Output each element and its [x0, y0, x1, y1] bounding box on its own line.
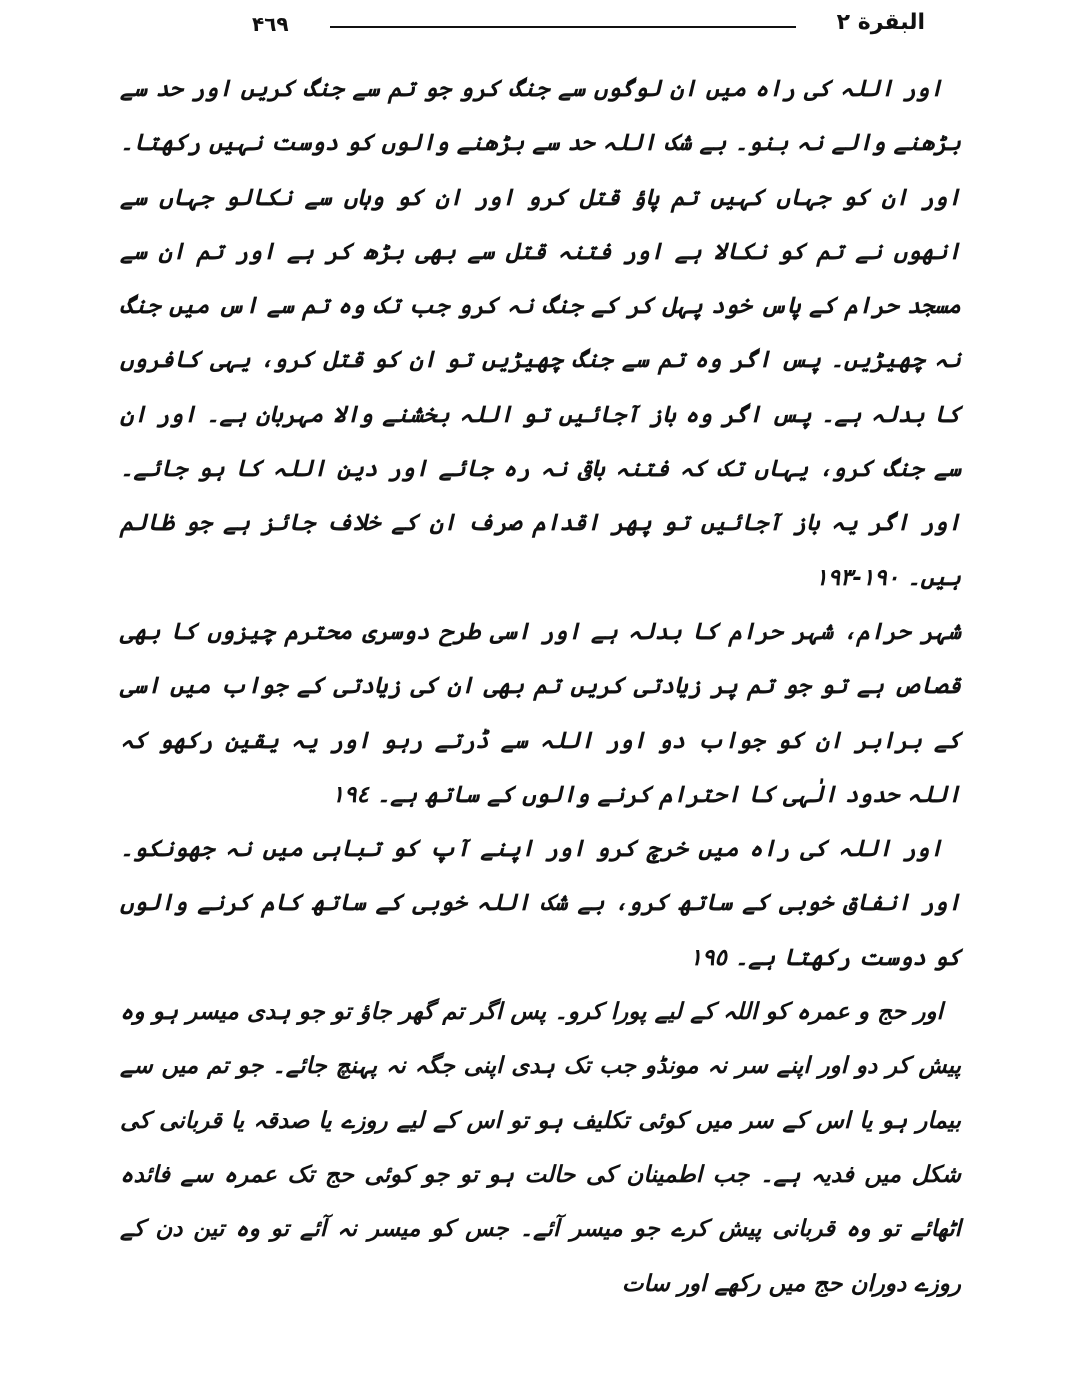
surah-title: البقرة ٢: [836, 10, 925, 35]
paragraph-verse-195: اور اللہ کی راہ میں خرچ کرو اور اپنے آپ کو تباہی میں نہ جھونکو۔ اور انفاق خوبی کے ساتھ کرو، بے شک اللہ خوبی کے ساتھ کام کرنے والوں کو دوست رکھتا ہے۔ ١٩٥: [120, 836, 961, 971]
header-rule: [330, 26, 796, 28]
page-number: ۴٦٩: [252, 12, 289, 36]
paragraph-verses-190-193: اور اللہ کی راہ میں ان لوگوں سے جنگ کرو جو تم سے جنگ کریں اور حد سے بڑھنے والے نہ بنو۔ بے شک اللہ حد سے بڑھنے والوں کو دوست نہیں رکھتا۔ اور ان کو جہاں کہیں تم پاؤ قتل کرو اور ان کو وہاں سے نکالو جہاں سے انھوں نے تم کو نکالا ہے اور فتنہ قتل سے بھی بڑھ کر ہے اور تم ان سے مسجد حرام کے پاس خود پہل کر کے جنگ نہ کرو جب تک وہ تم سے اس میں جنگ نہ چھیڑیں۔ پس اگر وہ تم سے جنگ چھیڑیں تو ان کو قتل کرو، یہی کافروں کا بدلہ ہے۔ پس اگر وہ باز آجائیں تو اللہ بخشنے والا مہربان ہے۔ اور ان سے جنگ کرو، یہاں تک کہ فتنہ باقی نہ رہ جائے اور دین اللہ کا ہو جائے۔ اور اگر یہ باز آجائیں تو پھر اقدام صرف ان کے خلاف جائز ہے جو ظالم ہیں۔ ١٩٠-١٩٣: [120, 76, 961, 591]
paragraph-verse-196: اور حج و عمرہ کو اللہ کے لیے پورا کرو۔ پس اگر تم گھر جاؤ تو جو ہدی میسر ہو وہ پیش کر دو اور اپنے سر نہ مونڈو جب تک ہدی اپنی جگہ نہ پہنچ جائے۔ جو تم میں سے بیمار ہو یا اس کے سر میں کوئی تکلیف ہو تو اس کے لیے روزے یا صدقہ یا قربانی کی شکل میں فدیہ ہے۔ جب اطمینان کی حالت ہو تو جو کوئی حج تک عمرہ سے فائدہ اٹھائے تو وہ قربانی پیش کرے جو میسر آئے۔ جس کو میسر نہ آئے تو وہ تین دن کے روزے دوران حج میں رکھے اور سات: [120, 999, 961, 1297]
paragraph-verse-194: شہر حرام، شہر حرام کا بدلہ ہے اور اسی طرح دوسری محترم چیزوں کا بھی قصاص ہے تو جو تم پر زیادتی کریں تم بھی ان کی زیادتی کے جواب میں اسی کے برابر ان کو جواب دو اور اللہ سے ڈرتے رہو اور یہ یقین رکھو کہ اللہ حدود الٰہی کا احترام کرنے والوں کے ساتھ ہے۔ ١٩٤: [120, 618, 961, 808]
page-header: [120, 8, 961, 42]
page-body: [120, 62, 961, 1311]
